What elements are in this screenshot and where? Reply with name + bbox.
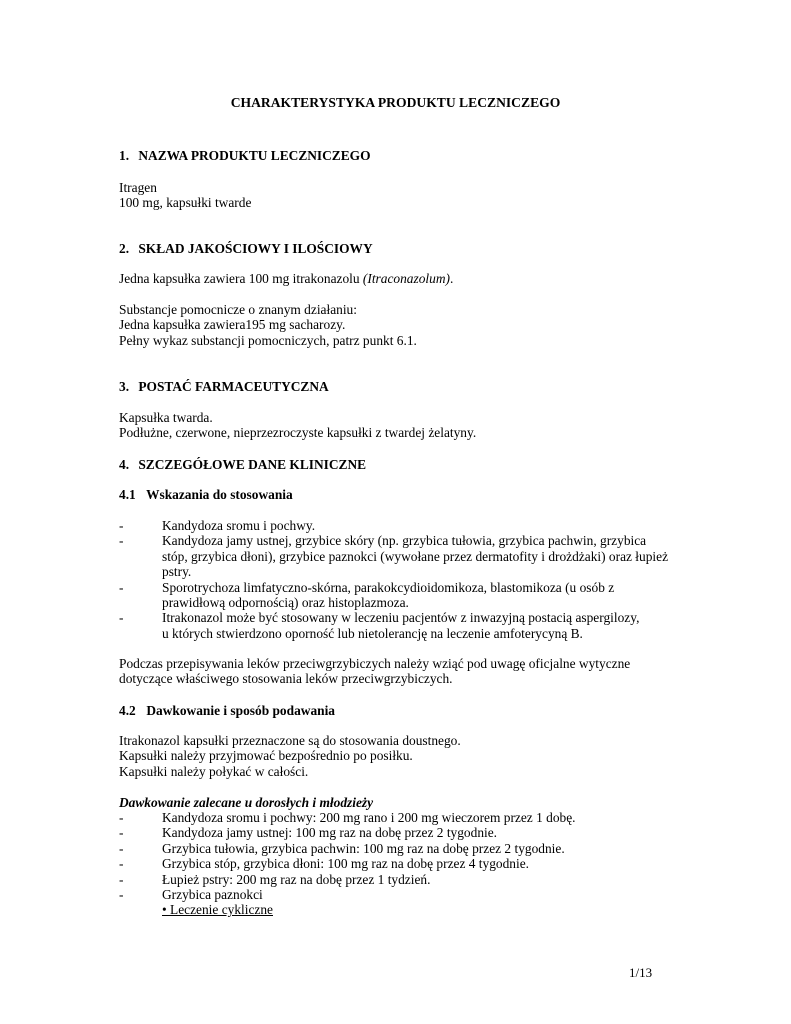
list-item-text: stóp, grzybica dłoni), grzybice paznokci (wywołane przez dermatofity i drożdżaki) oraz łupież — [162, 548, 669, 564]
product-name: Itragen — [119, 180, 157, 195]
list-item — [119, 810, 679, 825]
list-item — [119, 841, 679, 856]
administration-intro — [119, 733, 679, 779]
subsection-4-2-number: 4.2 — [119, 703, 136, 718]
section-1-number: 1. — [119, 148, 130, 163]
page-number: 1/13 — [629, 965, 653, 980]
subsection-4-2-title: Dawkowanie i sposób podawania — [146, 703, 335, 718]
document-title: CHARAKTERYSTYKA PRODUKTU LECZNICZEGO — [230, 95, 561, 110]
subsection-4-1-heading — [119, 487, 679, 502]
list-item-text: Grzybica paznokci — [162, 887, 263, 903]
section-1-heading — [119, 148, 679, 163]
section-2-number: 2. — [119, 241, 130, 256]
list-item-text: Kandydoza jamy ustnej, grzybice skóry (np. grzybica tułowia, grzybica pachwin, grzybica — [162, 533, 647, 549]
subsection-4-1-number: 4.1 — [119, 487, 136, 502]
section-4-number: 4. — [119, 457, 130, 472]
section-4-title: SZCZEGÓŁOWE DANE KLINICZNE — [138, 457, 367, 472]
section-3-heading — [119, 379, 679, 394]
product-name-block — [119, 180, 679, 211]
section-3-title: POSTAĆ FARMACEUTYCZNA — [138, 379, 329, 394]
excipients-block — [119, 302, 679, 348]
list-item-text: Łupież pstry: 200 mg raz na dobę przez 1 tydzień. — [162, 871, 431, 887]
list-item — [119, 872, 679, 887]
list-dash: - — [119, 871, 124, 887]
intro-line: Kapsułki należy połykać w całości. — [119, 763, 309, 779]
product-strength-form: 100 mg, kapsułki twarde — [119, 195, 252, 211]
list-dash: - — [119, 810, 124, 825]
pharmaceutical-form-block — [119, 410, 679, 441]
list-dash: - — [119, 518, 124, 533]
form-line: Podłużne, czerwone, nieprzezroczyste kapsułki z twardej żelatyny. — [119, 425, 477, 441]
list-item-text: Grzybica tułowia, grzybica pachwin: 100 mg raz na dobę przez 2 tygodnie. — [162, 840, 565, 856]
list-dash: - — [119, 579, 124, 595]
list-item — [119, 825, 679, 840]
prescribing-note — [119, 656, 679, 687]
composition-line — [119, 271, 679, 286]
list-item-text: Kandydoza jamy ustnej: 100 mg raz na dobę przez 2 tygodnie. — [162, 825, 498, 841]
section-2-heading — [119, 241, 679, 256]
list-dash: - — [119, 825, 124, 841]
list-item — [119, 580, 679, 611]
list-item-text: pstry. — [162, 564, 192, 580]
list-item-text: Kandydoza sromu i pochwy. — [162, 518, 316, 533]
list-item-text: Itrakonazol może być stosowany w leczeniu pacjentów z inwazyjną postacią aspergilozy, — [162, 610, 640, 626]
list-item-text: prawidłową odpornością) oraz histoplazmoza. — [162, 595, 409, 611]
list-item-text: u których stwierdzono oporność lub nietolerancję na leczenie amfoterycyną B. — [162, 625, 583, 641]
list-item-text: Kandydoza sromu i pochwy: 200 mg rano i 200 mg wieczorem przez 1 dobę. — [162, 810, 576, 825]
list-item — [119, 610, 679, 641]
excipients-line: Jedna kapsułka zawiera195 mg sacharozy. — [119, 317, 346, 333]
section-2-title: SKŁAD JAKOŚCIOWY I ILOŚCIOWY — [138, 241, 373, 256]
note-line: dotyczące właściwego stosowania leków przeciwgrzybiczych. — [119, 671, 453, 687]
list-item — [119, 902, 679, 917]
section-1-title: NAZWA PRODUKTU LECZNICZEGO — [138, 148, 371, 163]
list-item — [119, 518, 679, 533]
section-4-heading — [119, 457, 679, 472]
intro-line: Kapsułki należy przyjmować bezpośrednio po posiłku. — [119, 748, 413, 764]
intro-line: Itrakonazol kapsułki przeznaczone są do stosowania doustnego. — [119, 733, 461, 748]
note-line: Podczas przepisywania leków przeciwgrzybiczych należy wziąć pod uwagę oficjalne wytyczne — [119, 656, 631, 671]
list-item — [119, 887, 679, 902]
composition-text: Jedna kapsułka zawiera 100 mg itrakonazolu — [119, 271, 363, 286]
list-dash: - — [119, 887, 124, 903]
list-dash: - — [119, 533, 124, 549]
list-item — [119, 533, 679, 579]
list-dash: - — [119, 610, 124, 626]
cyclic-treatment-label: • Leczenie cykliczne — [162, 902, 273, 918]
excipients-line: Pełny wykaz substancji pomocniczych, patrz punkt 6.1. — [119, 332, 417, 348]
list-item-text: Grzybica stóp, grzybica dłoni: 100 mg raz na dobę przez 4 tygodnie. — [162, 856, 530, 872]
list-dash: - — [119, 856, 124, 872]
indications-list — [119, 518, 679, 641]
composition-end: . — [449, 271, 454, 286]
excipients-line: Substancje pomocnicze o znanym działaniu: — [119, 302, 357, 317]
form-line: Kapsułka twarda. — [119, 410, 213, 425]
list-dash: - — [119, 840, 124, 856]
subsection-4-1-title: Wskazania do stosowania — [146, 487, 293, 502]
subsection-4-2-heading — [119, 703, 679, 718]
dosing-heading: Dawkowanie zalecane u dorosłych i młodzieży — [119, 795, 374, 810]
composition-latin: (Itraconazolum) — [362, 271, 450, 286]
list-item — [119, 856, 679, 871]
list-item-text: Sporotrychoza limfatyczno-skórna, parakokcydioidomikoza, blastomikoza (u osób z — [162, 579, 615, 595]
dosing-list — [119, 810, 679, 918]
section-3-number: 3. — [119, 379, 130, 394]
